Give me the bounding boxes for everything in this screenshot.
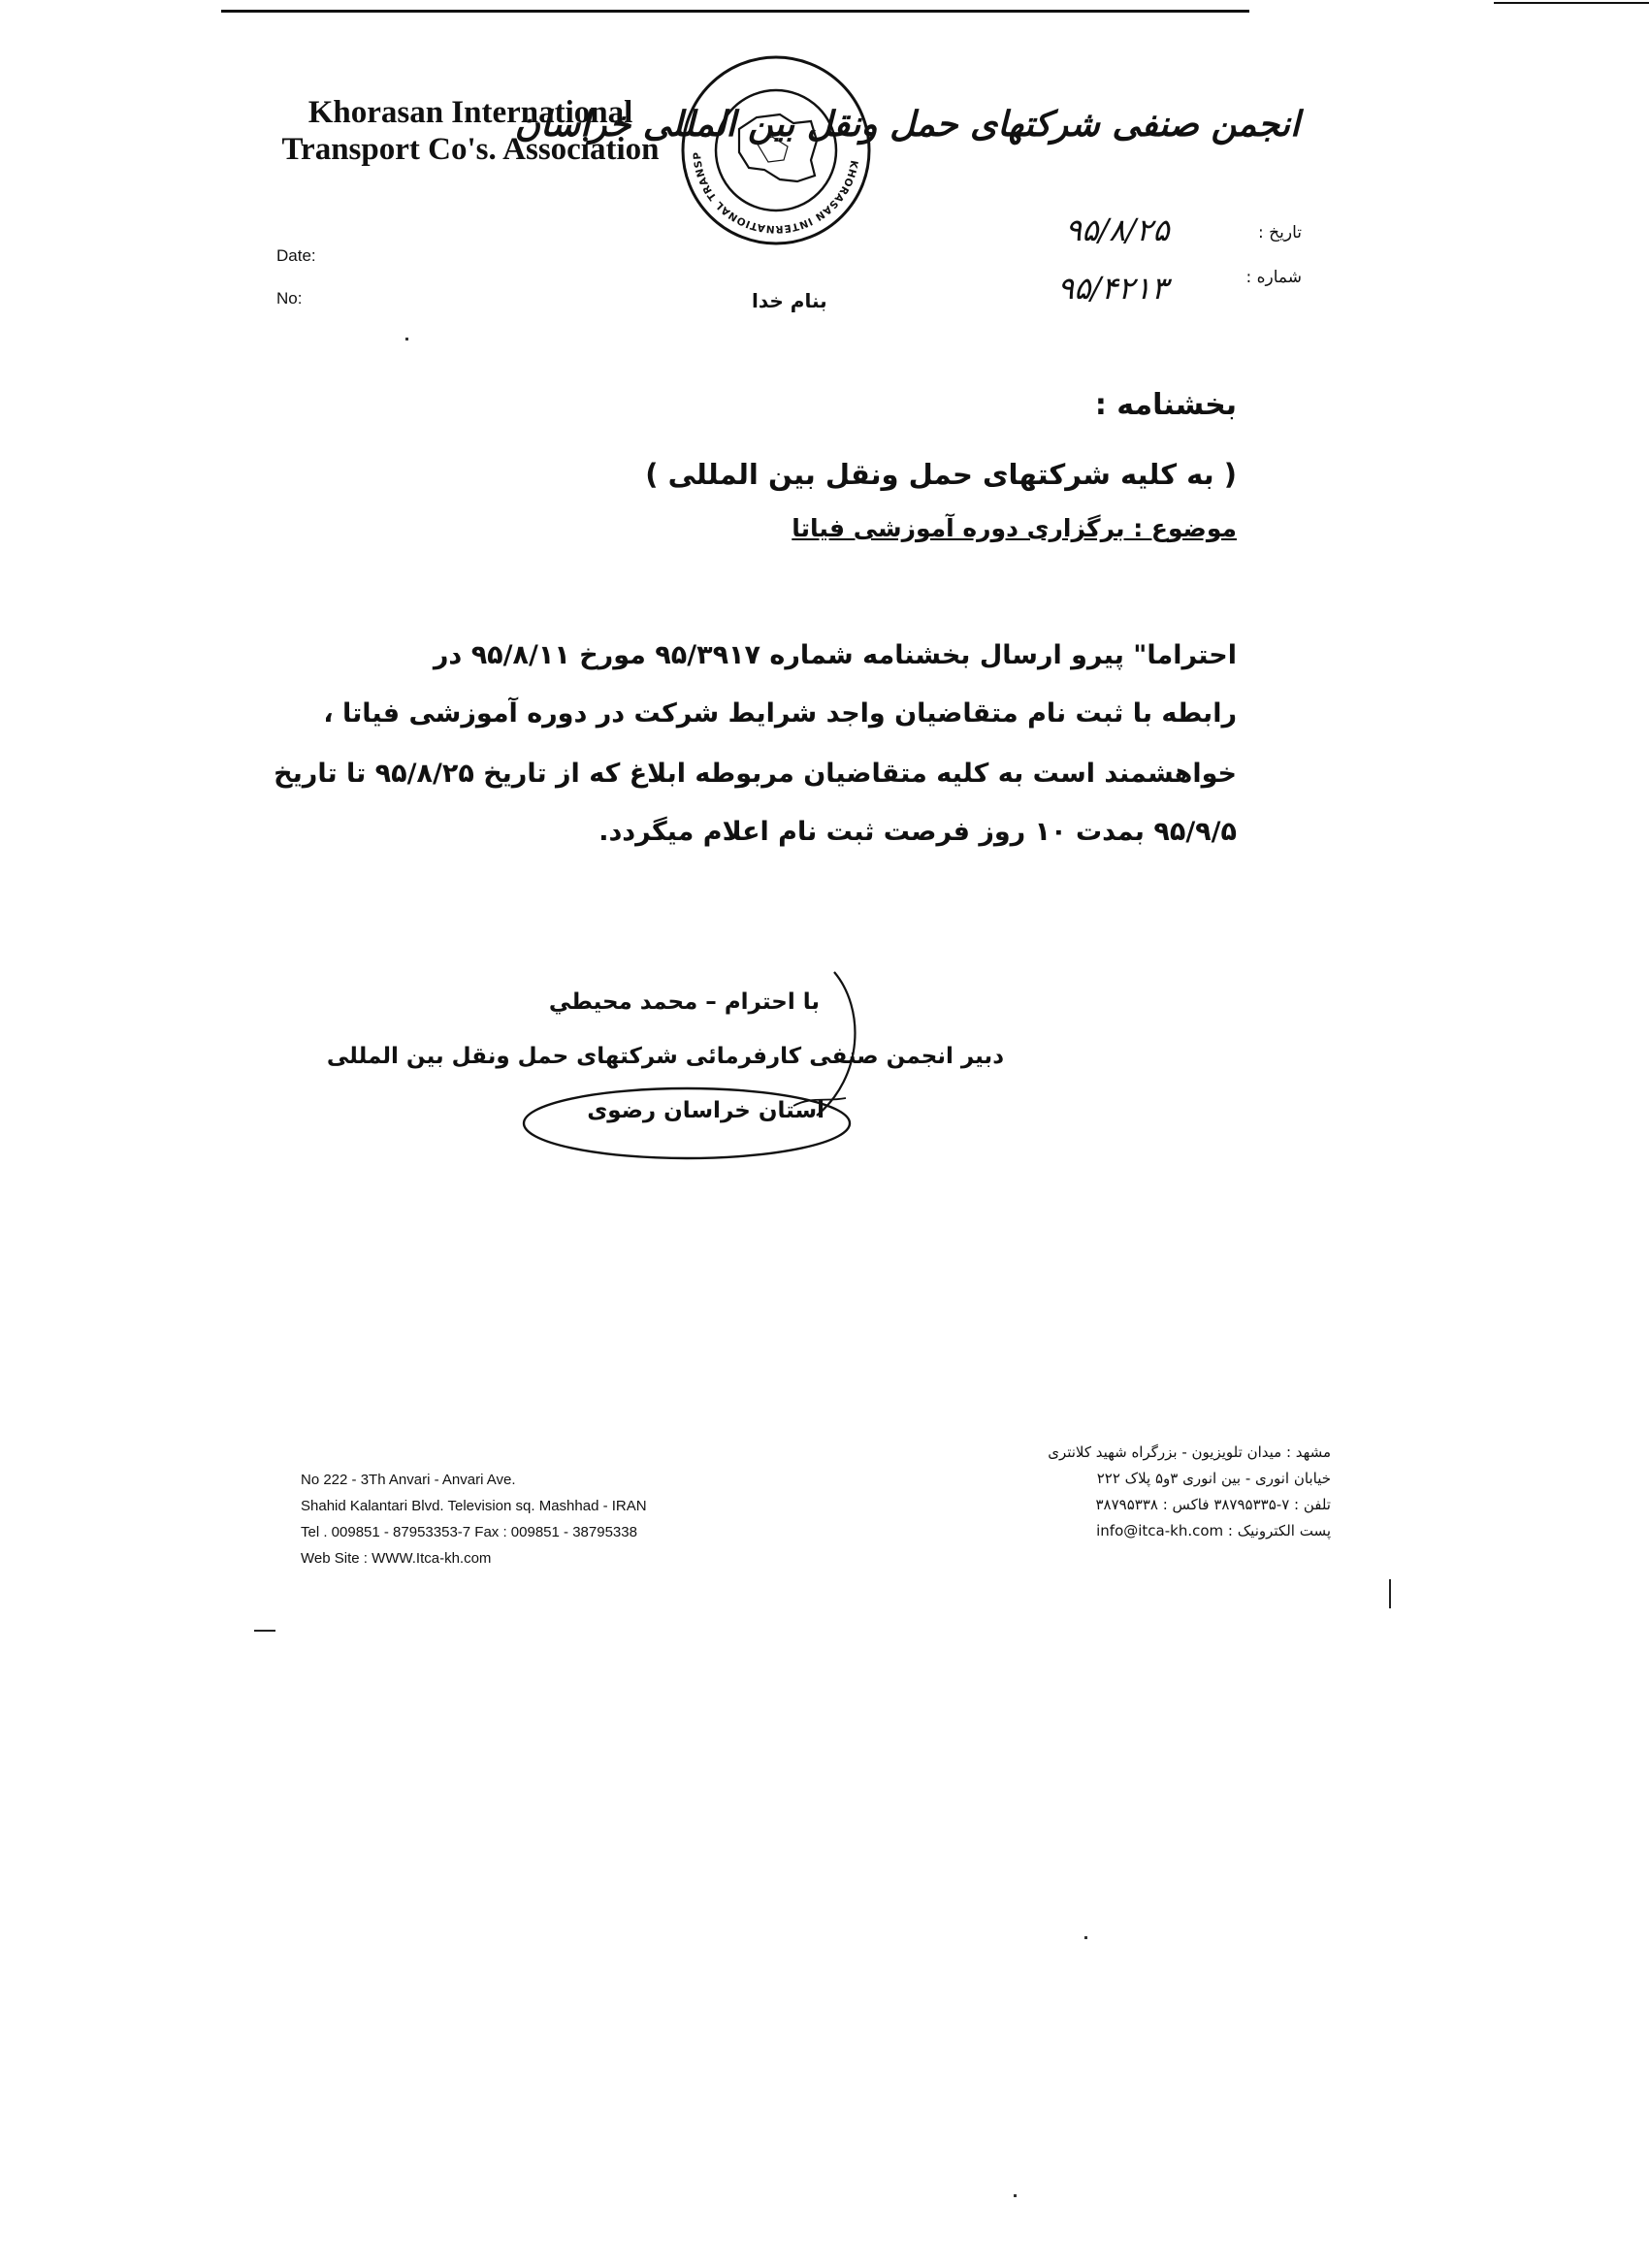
no-label-fa: شماره : [1245,268,1302,287]
handwritten-signature-icon [485,960,873,1164]
body-line-2: رابطه با ثبت نام متقاضیان واجد شرایط شرکت در دوره آموزشی فیاتا ، [323,698,1237,729]
date-label-en: Date: [276,246,316,265]
footer-en-line-3: Tel . 009851 - 87953353-7 Fax : 009851 - 38795338 [301,1524,637,1540]
body-line-1: احتراما" پیرو ارسال بخشنامه شماره ۹۵/۳۹۱۷ مورخ ۹۵/۸/۱۱ در [433,640,1237,670]
signature-mark [485,960,873,1164]
top-rule-left [221,10,1249,13]
no-value: ۹۵/۴۲۱۳ [1057,270,1168,307]
scan-mark-left [254,1630,275,1632]
signature-line-1: با احترام – محمد محیطي [548,989,820,1015]
footer-address-fa [1001,1440,1331,1544]
footer-en-line-4: Web Site : WWW.Itca-kh.com [301,1550,492,1567]
association-seal-logo [679,53,873,247]
top-rule-right [1494,2,1649,4]
body-line-4: ۹۵/۹/۵ بمدت ۱۰ روز فرصت ثبت نام اعلام میگردد. [598,817,1237,847]
seal-text: KHORASAN INTERNATIONAL TRANSP [691,150,860,236]
footer-address-en [301,1467,647,1571]
no-label-en: No: [276,289,303,308]
scan-dot-1 [1084,1936,1087,1939]
footer-fa-line-4: پست الکترونیک : info@itca-kh.com [1096,1522,1331,1539]
scan-mark-right [1389,1579,1391,1608]
letter-subject: موضوع : برگزاری دوره آموزشی فیاتا [792,514,1237,542]
footer-fa-line-3: تلفن : ۷-۳۸۷۹۵۳۳۵ فاکس : ۳۸۷۹۵۳۳۸ [1095,1496,1331,1513]
footer-en-line-2: Shahid Kalantari Blvd. Television sq. Mashhad - IRAN [301,1498,647,1514]
invocation: بنام خدا [752,289,827,312]
date-value: ۹۵/۸/۲۵ [1065,211,1170,248]
letterhead-en-line2: Transport Co's. Association [281,131,660,167]
body-line-3: خواهشمند است به کلیه متقاضیان مربوطه ابلاغ که از تاریخ ۹۵/۸/۲۵ تا تاریخ [274,759,1237,789]
signature-line-2: دبیر انجمن صنفی کارفرمائی شرکتهای حمل ونقل بین المللی [326,1044,1004,1069]
letter-heading: بخشنامه : [1094,388,1237,422]
footer-fa-line-2: خیابان انوری - بین انوری ۳و۵ پلاک ۲۲۲ [1096,1470,1331,1487]
letterhead-fa-name: انجمن صنفی شرکتهای حمل ونقل بین المللی خراسان [514,105,1300,145]
footer-en-line-1: No 222 - 3Th Anvari - Anvari Ave. [301,1472,516,1488]
footer-fa-line-1: مشهد : میدان تلویزیون - بزرگراه شهید کلانتری [1048,1443,1331,1461]
date-label-fa: تاریخ : [1258,223,1302,243]
signature-line-3: استان خراسان رضوی [587,1098,824,1123]
scan-speck [405,338,408,340]
scan-dot-2 [1014,2194,1017,2197]
letter-recipient: ( به کلیه شرکتهای حمل ونقل بین المللی ) [645,458,1237,491]
letterhead-en-line1: Khorasan International [307,95,633,130]
seal-emblem-icon [679,53,873,247]
